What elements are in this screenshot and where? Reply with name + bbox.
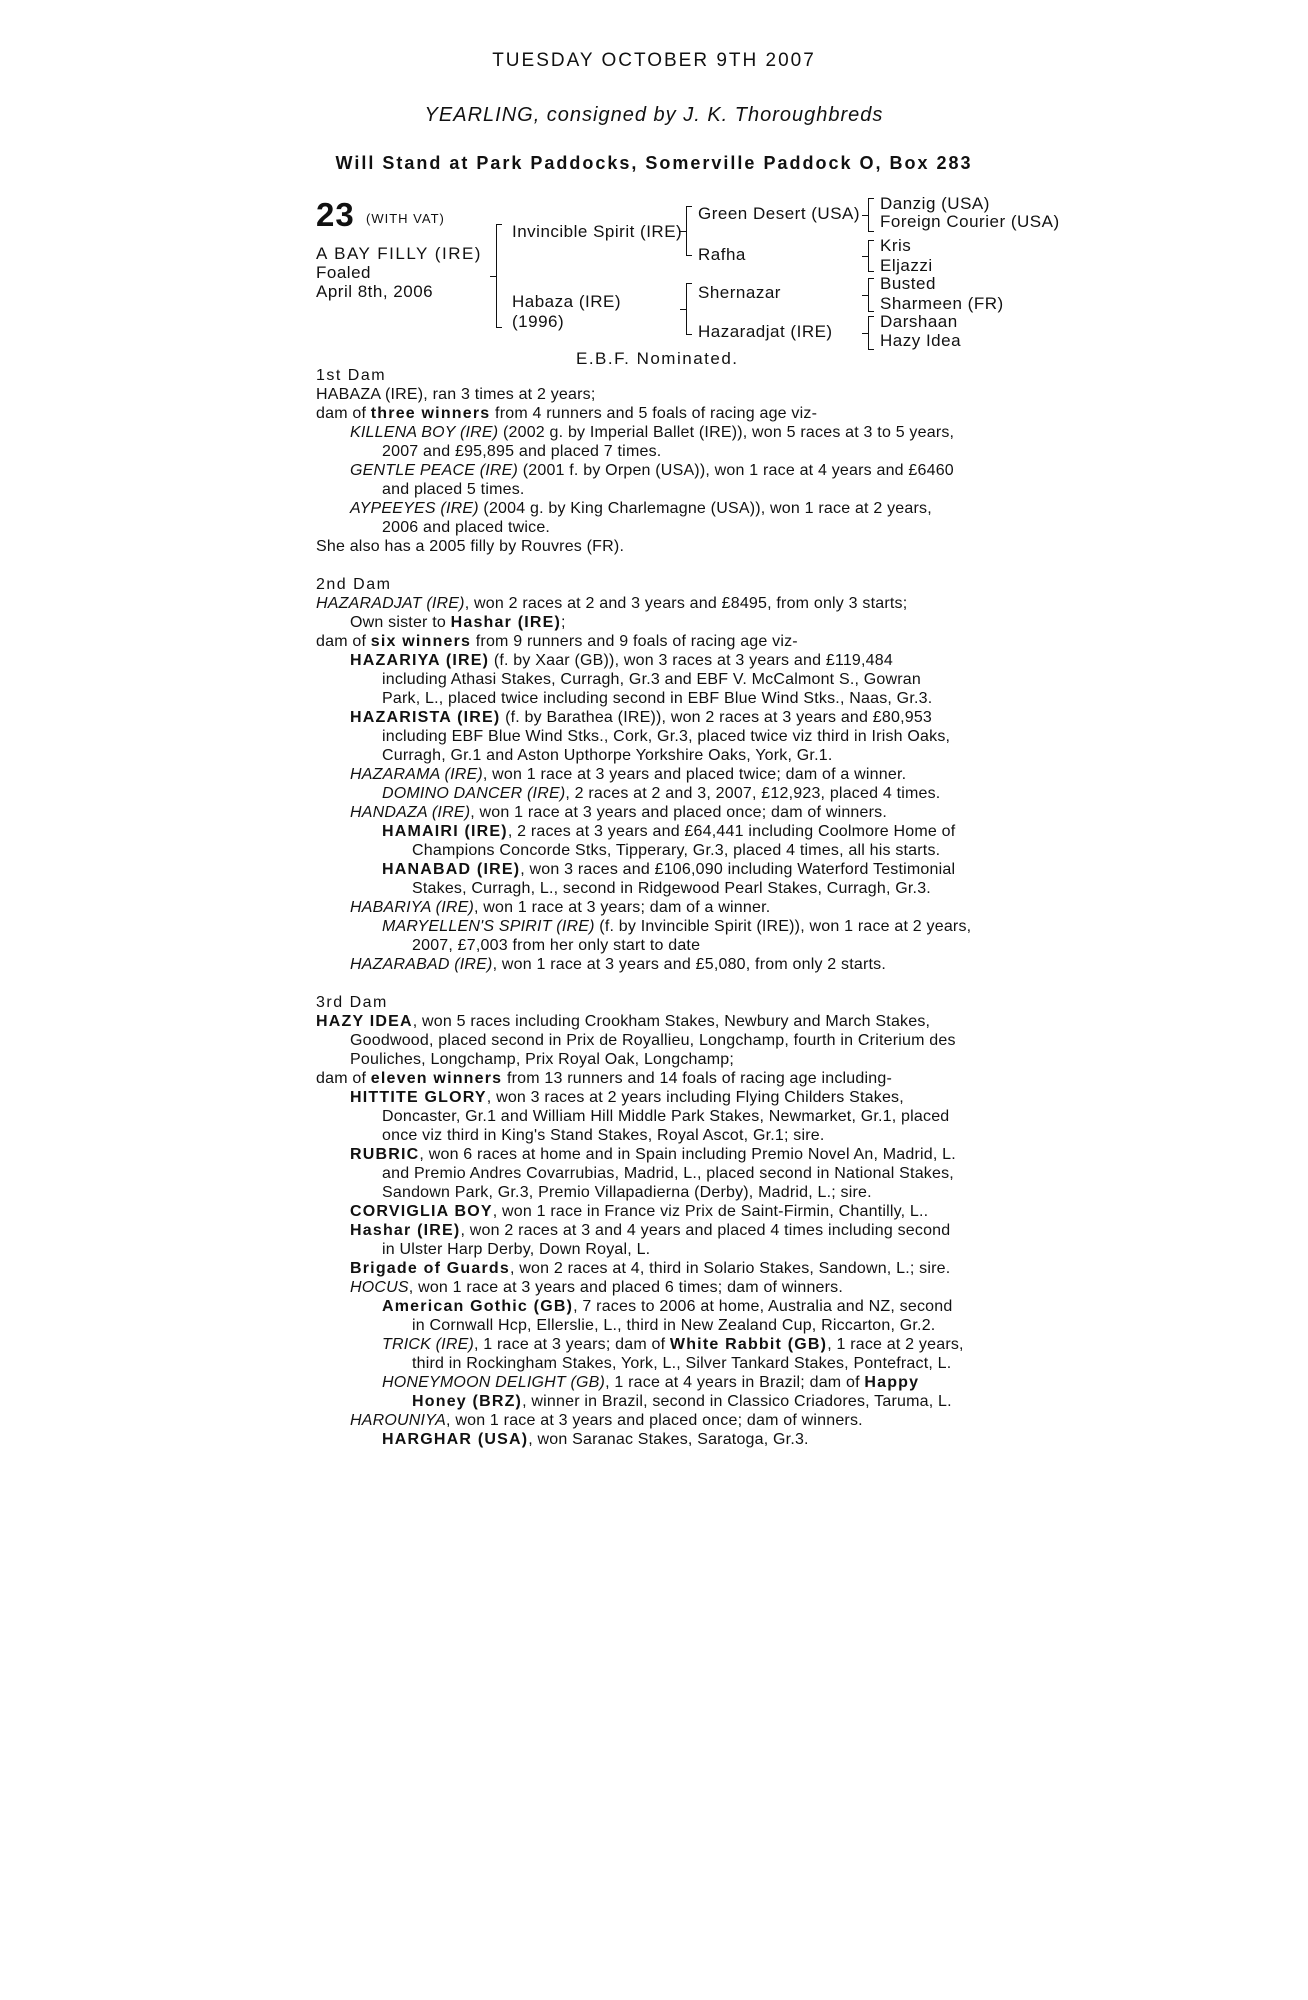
produce-entry (316, 765, 1006, 784)
third-dam-produce-line (316, 1069, 1006, 1088)
pedigree-3-sds: Kris (880, 236, 912, 255)
text: , 1 race at 2 years, (827, 1336, 964, 1353)
grandproduce-entry (316, 822, 1006, 841)
grandproduce-entry-cont: in Cornwall Hcp, Ellerslie, L., third in New Zealand Cup, Riccarton, Gr.2. (412, 1317, 936, 1334)
produce-entry (316, 461, 1006, 480)
horse-name: HAZY IDEA (316, 1013, 413, 1030)
ebf-nomination: E.B.F. Nominated. (576, 349, 739, 368)
text: (2001 f. by Orpen (USA)), won 1 race at 4 years and £6460 (518, 462, 954, 479)
sister-line (316, 613, 1006, 632)
produce-entry-cont: including Athasi Stakes, Curragh, Gr.3 and EBF V. McCalmont S., Gowran (382, 671, 921, 688)
text: , won 1 race in France viz Prix de Saint-Firmin, Chantilly, L.. (492, 1203, 929, 1220)
text: , won Saranac Stakes, Saratoga, Gr.3. (528, 1431, 809, 1448)
also-line: She also has a 2005 filly by Rouvres (FR). (316, 538, 625, 555)
pedigree-dam-year: (1996) (512, 312, 565, 331)
horse-name: HANDAZA (IRE) (350, 804, 471, 821)
horse-name: AYPEEYES (IRE) (350, 500, 479, 517)
grandproduce-entry (316, 1373, 1006, 1392)
horse-name: TRICK (IRE) (382, 1336, 474, 1353)
second-dam-line (316, 594, 1006, 613)
text: , won 1 race at 3 years; dam of a winner. (474, 899, 771, 916)
text: , 2 races at 2 and 3, 2007, £12,923, placed 4 times. (565, 785, 941, 802)
pedigree-brace-dam-tip (680, 309, 687, 310)
text: dam of (316, 1070, 371, 1087)
produce-entry-cont: Doncaster, Gr.1 and William Hill Middle Park Stakes, Newmarket, Gr.1, placed (382, 1108, 950, 1125)
horse-name: MARYELLEN'S SPIRIT (IRE) (382, 918, 595, 935)
third-dam-line-cont: Pouliches, Longchamp, Prix Royal Oak, Longchamp; (350, 1051, 735, 1068)
grandproduce-entry-cont: Champions Concorde Stks, Tipperary, Gr.3, placed 4 times, all his starts. (412, 842, 941, 859)
text: , winner in Brazil, second in Classico Criadores, Taruma, L. (522, 1393, 952, 1410)
text: ; (561, 614, 566, 631)
horse-name: RUBRIC (350, 1146, 420, 1163)
pedigree-sire-dam: Rafha (698, 245, 746, 264)
lot-number: 23 (316, 196, 355, 233)
first-dam-produce-line (316, 404, 1006, 423)
text: dam of (316, 633, 371, 650)
produce-entry (316, 898, 1006, 917)
pedigree-brace-3a-tip (862, 215, 869, 216)
produce-entry (316, 1278, 1006, 1297)
foaled-date: April 8th, 2006 (316, 282, 434, 301)
grandproduce-entry-cont: Stakes, Curragh, L., second in Ridgewood Pearl Stakes, Curragh, Gr.3. (412, 880, 931, 897)
produce-entry-cont: in Ulster Harp Derby, Down Royal, L. (382, 1241, 651, 1258)
catalogue-body (316, 366, 1006, 1449)
horse-name: HONEYMOON DELIGHT (GB) (382, 1374, 606, 1391)
text: from 13 runners and 14 foals of racing age including- (502, 1070, 892, 1087)
first-dam-line: HABAZA (IRE), ran 3 times at 2 years; (316, 386, 596, 403)
spacer (316, 974, 1006, 993)
third-dam-heading: 3rd Dam (316, 994, 388, 1011)
grandproduce-entry (316, 860, 1006, 879)
horse-name: Brigade of Guards (350, 1260, 510, 1277)
horse-name: HAZARAMA (IRE) (350, 766, 483, 783)
pedigree-dam: Habaza (IRE) (512, 292, 621, 311)
consignor-line: YEARLING, consigned by J. K. Thoroughbreds (424, 104, 884, 126)
text: , 2 races at 3 years and £64,441 including Coolmore Home of (507, 823, 956, 840)
pedigree-brace-3c-tip (862, 295, 869, 296)
text: (2002 g. by Imperial Ballet (IRE)), won 5 races at 3 to 5 years, (498, 424, 955, 441)
horse-name: Honey (BRZ) (412, 1393, 523, 1410)
horse-name: White Rabbit (GB) (669, 1336, 828, 1353)
text: (f. by Xaar (GB)), won 3 races at 3 years and £119,484 (489, 652, 893, 669)
produce-entry (316, 1145, 1006, 1164)
pedigree-3-sss: Danzig (USA) (880, 194, 990, 213)
pedigree-3-dss: Busted (880, 274, 936, 293)
text: from 4 runners and 5 foals of racing age viz- (490, 405, 818, 422)
text: , won 3 races at 2 years including Flying Childers Stakes, (486, 1089, 904, 1106)
pedigree-sire-sire: Green Desert (USA) (698, 204, 861, 223)
produce-entry-cont: Curragh, Gr.1 and Aston Upthorpe Yorkshire Oaks, York, Gr.1. (382, 747, 833, 764)
produce-entry (316, 1221, 1006, 1240)
text: , won 2 races at 3 and 4 years and placed 4 times including second (460, 1222, 951, 1239)
grandproduce-entry-cont (316, 1392, 1006, 1411)
produce-entry (316, 955, 1006, 974)
winners-count: three winners (370, 405, 491, 422)
text: (f. by Barathea (IRE)), won 2 races at 3 years and £80,953 (500, 709, 933, 726)
horse-name: GENTLE PEACE (IRE) (350, 462, 519, 479)
horse-name: HAZARIYA (IRE) (350, 652, 490, 669)
horse-name: HAZARADJAT (IRE) (316, 595, 465, 612)
text: , 1 race at 4 years in Brazil; dam of (605, 1374, 865, 1391)
produce-entry (316, 708, 1006, 727)
grandproduce-entry-cont: 2007, £7,003 from her only start to date (412, 937, 701, 954)
text: , won 6 races at home and in Spain including Premio Novel An, Madrid, L. (419, 1146, 956, 1163)
produce-entry (316, 499, 1006, 518)
third-dam-line-cont: Goodwood, placed second in Prix de Royallieu, Longchamp, fourth in Criterium des (350, 1032, 956, 1049)
grandproduce-entry (316, 917, 1006, 936)
text: , won 1 race at 3 years and placed twice; dam of a winner. (482, 766, 907, 783)
text: , won 2 races at 2 and 3 years and £8495, from only 3 starts; (464, 595, 908, 612)
grandproduce-entry (316, 784, 1006, 803)
produce-entry (316, 1411, 1006, 1430)
pedigree-3-ddd: Hazy Idea (880, 331, 962, 350)
horse-name: DOMINO DANCER (IRE) (382, 785, 566, 802)
produce-entry (316, 1088, 1006, 1107)
pedigree-dam-dam: Hazaradjat (IRE) (698, 322, 833, 341)
text: , won 1 race at 3 years and £5,080, from only 2 starts. (492, 956, 886, 973)
horse-name: HARGHAR (USA) (382, 1431, 529, 1448)
pedigree-3-dsd: Sharmeen (FR) (880, 294, 1004, 313)
pedigree-3-sdd: Eljazzi (880, 256, 933, 275)
text: dam of (316, 405, 371, 422)
second-dam-heading: 2nd Dam (316, 576, 392, 593)
grandproduce-entry-cont: third in Rockingham Stakes, York, L., Silver Tankard Stakes, Pontefract, L. (412, 1355, 952, 1372)
text: (f. by Invincible Spirit (IRE)), won 1 race at 2 years, (594, 918, 972, 935)
pedigree-brace-main-tip (490, 276, 497, 277)
horse-name: HAZARISTA (IRE) (350, 709, 501, 726)
text: , 1 race at 3 years; dam of (473, 1336, 670, 1353)
horse-name: HAROUNIYA (350, 1412, 447, 1429)
produce-entry (316, 1202, 1006, 1221)
horse-name: Happy (864, 1374, 920, 1391)
horse-name: Hashar (IRE) (350, 1222, 461, 1239)
third-dam-line (316, 1012, 1006, 1031)
text: , won 2 races at 4, third in Solario Stakes, Sandown, L.; sire. (509, 1260, 951, 1277)
produce-entry-cont: 2007 and £95,895 and placed 7 times. (382, 443, 662, 460)
pedigree-brace-sire-tip (680, 231, 687, 232)
horse-name: CORVIGLIA BOY (350, 1203, 493, 1220)
produce-entry (316, 651, 1006, 670)
text: , won 5 races including Crookham Stakes, Newbury and March Stakes, (412, 1013, 931, 1030)
horse-name: American Gothic (GB) (382, 1298, 574, 1315)
stand-location: Will Stand at Park Paddocks, Somerville Paddock O, Box 283 (335, 153, 973, 173)
horse-name: Hashar (IRE) (450, 614, 562, 631)
produce-entry-cont: Sandown Park, Gr.3, Premio Villapadierna (Derby), Madrid, L.; sire. (382, 1184, 872, 1201)
horse-name: HOCUS (350, 1279, 409, 1296)
sale-date: TUESDAY OCTOBER 9TH 2007 (492, 50, 816, 71)
second-dam-produce-line (316, 632, 1006, 651)
grandproduce-entry (316, 1297, 1006, 1316)
pedigree-3-ssd: Foreign Courier (USA) (880, 212, 1060, 231)
produce-entry-cont: Park, L., placed twice including second in EBF Blue Wind Stks., Naas, Gr.3. (382, 690, 933, 707)
horse-name: HAZARABAD (IRE) (350, 956, 493, 973)
pedigree-sire: Invincible Spirit (IRE) (512, 222, 683, 241)
text: , 7 races to 2006 at home, Australia and NZ, second (573, 1298, 953, 1315)
text: , won 1 race at 3 years and placed once; dam of winners. (470, 804, 887, 821)
horse-name: HAMAIRI (IRE) (382, 823, 508, 840)
produce-entry-cont: 2006 and placed twice. (382, 519, 551, 536)
produce-entry-cont: including EBF Blue Wind Stks., Cork, Gr.3, placed twice viz third in Irish Oaks, (382, 728, 951, 745)
winners-count: eleven winners (370, 1070, 503, 1087)
vat-note: (WITH VAT) (366, 211, 445, 226)
spacer (316, 556, 1006, 575)
pedigree-brace-3d-tip (862, 333, 869, 334)
horse-name: HANABAD (IRE) (382, 861, 521, 878)
horse-name: KILLENA BOY (IRE) (350, 424, 499, 441)
produce-entry-cont: and Premio Andres Covarrubias, Madrid, L., placed second in National Stakes, (382, 1165, 954, 1182)
foaled-label: Foaled (316, 263, 371, 282)
horse-name: HITTITE GLORY (350, 1089, 487, 1106)
text: Own sister to (350, 614, 451, 631)
text: , won 1 race at 3 years and placed 6 times; dam of winners. (408, 1279, 844, 1296)
produce-entry-cont: once viz third in King's Stand Stakes, Royal Ascot, Gr.1; sire. (382, 1127, 825, 1144)
first-dam-heading: 1st Dam (316, 367, 387, 384)
produce-entry (316, 1259, 1006, 1278)
produce-entry-cont: and placed 5 times. (382, 481, 525, 498)
text: , won 1 race at 3 years and placed once; dam of winners. (446, 1412, 863, 1429)
text: (2004 g. by King Charlemagne (USA)), won 1 race at 2 years, (478, 500, 932, 517)
winners-count: six winners (370, 633, 472, 650)
produce-entry (316, 423, 1006, 442)
pedigree-brace-3b-tip (862, 256, 869, 257)
grandproduce-entry (316, 1430, 1006, 1449)
horse-name: HABARIYA (IRE) (350, 899, 475, 916)
pedigree-3-dds: Darshaan (880, 312, 958, 331)
grandproduce-entry (316, 1335, 1006, 1354)
pedigree-dam-sire: Shernazar (698, 283, 781, 302)
text: , won 3 races and £106,090 including Waterford Testimonial (520, 861, 956, 878)
text: from 9 runners and 9 foals of racing age viz- (471, 633, 798, 650)
produce-entry (316, 803, 1006, 822)
lot-description: A BAY FILLY (IRE) (316, 244, 482, 263)
